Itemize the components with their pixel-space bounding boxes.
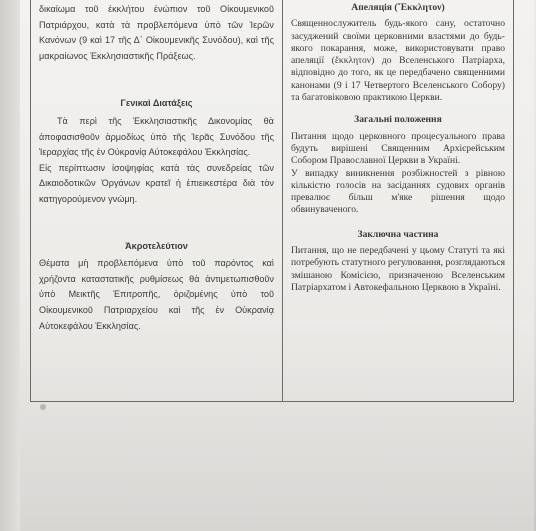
greek-final-paragraph: Θέματα μὴ προβλεπόμενα ὑπὸ τοῦ παρόντος καὶ χρήζοντα καταστατικῆς ρυθμίσεως θὰ ἀντιμετωπισθοῦν ὑπὸ Μεικτῆς Ἐπιτροπῆς, ὁριζομένης ὑπὸ τοῦ Οἰκουμενικοῦ Πατριαρχείου καὶ τῆς ἐν Οὐκρανίᾳ Αὐτοκεφάλου Ἐκκλησίας. xyxy=(39,258,274,331)
greek-general-provisions-heading: Γενικαὶ Διατάξεις xyxy=(120,98,193,109)
ukrainian-general-provisions-heading: Загальні положення xyxy=(354,114,442,126)
ukrainian-column xyxy=(283,0,513,401)
spacer xyxy=(291,217,505,229)
ukrainian-general-provisions-paragraph-2: У випадку виникнення розбіжностей з рівною кількістю голосів на засіданнях судових органів превалює більш м'яке рішення щодо обвинуваченого. xyxy=(290,167,505,216)
spacer xyxy=(291,104,505,114)
greek-general-provisions-paragraph-2: Εἰς περίπτωσιν ἰσοψηφίας κατὰ τὰς συνεδρείας τῶν Δικαιοδοτικῶν Ὀργάνων κρατεῖ ἡ ἐπιεικεστέρα διὰ τὸν κατηγορούμενον γνώμη. xyxy=(39,162,274,204)
bilingual-statute-table xyxy=(30,0,514,402)
ukrainian-final-paragraph: Питання, що не передбачені у цьому Статуті та які потребують статутного регулювання, розглядаються змішаною Комісією, призначеною Вселенським Патріархатом і Автокефальною Церквою в Україні. xyxy=(290,245,505,293)
spacer xyxy=(39,64,274,96)
pencil-mark xyxy=(40,404,46,410)
ukrainian-appeal-paragraph: Священнослужитель будь-якого сану, остаточно засуджений своїми церковними властями до будь-якого покарання, може, використовувати право апеляції (ἔκκλητον) до Вселенського Патріарха, відповідно до того, як це передбачено священними канонами (9 і 17 Четвертого Вселенського Собору) та багатовіковою практикою Церкви. xyxy=(290,18,505,104)
ukrainian-general-provisions-paragraph-1: Питання щодо церковного процесуального права будуть вирішені Священним Архієрейським Собором Православної Церкви в Україні. xyxy=(290,130,505,167)
ukrainian-final-heading: Заключна частина xyxy=(357,228,439,240)
greek-column xyxy=(31,0,283,401)
ukrainian-appeal-heading: Апеляція (῎Εκκλητον) xyxy=(351,2,445,13)
spacer xyxy=(39,208,274,239)
greek-final-heading: Ἀκροτελεύτιον xyxy=(125,240,188,251)
greek-general-provisions-paragraph-1: Τὰ περὶ τῆς Ἐκκλησιαστικῆς Δικονομίας θὰ ἀποφασισθοῦν ἁρμοδίως ὑπὸ τῆς Ἱερᾶς Συνόδου τῆς Ἱεραρχίας τῆς ἐν Οὐκρανίᾳ Αὐτοκεφάλου Ἐκκλησίας. xyxy=(39,115,274,158)
greek-intro-paragraph: δικαίωμα τοῦ ἐκκλήτου ἐνώπιον τοῦ Οἰκουμενικοῦ Πατριάρχου, κατὰ τὰ προβλεπόμενα ὑπὸ τῶν Ἱερῶν Κανόνων (9 καὶ 17 τῆς Δ΄ Οἰκουμενικῆς Συνόδου), καὶ τῆς μακραίωνος Ἐκκλησιαστικῆς Πράξεως. xyxy=(39,4,274,61)
